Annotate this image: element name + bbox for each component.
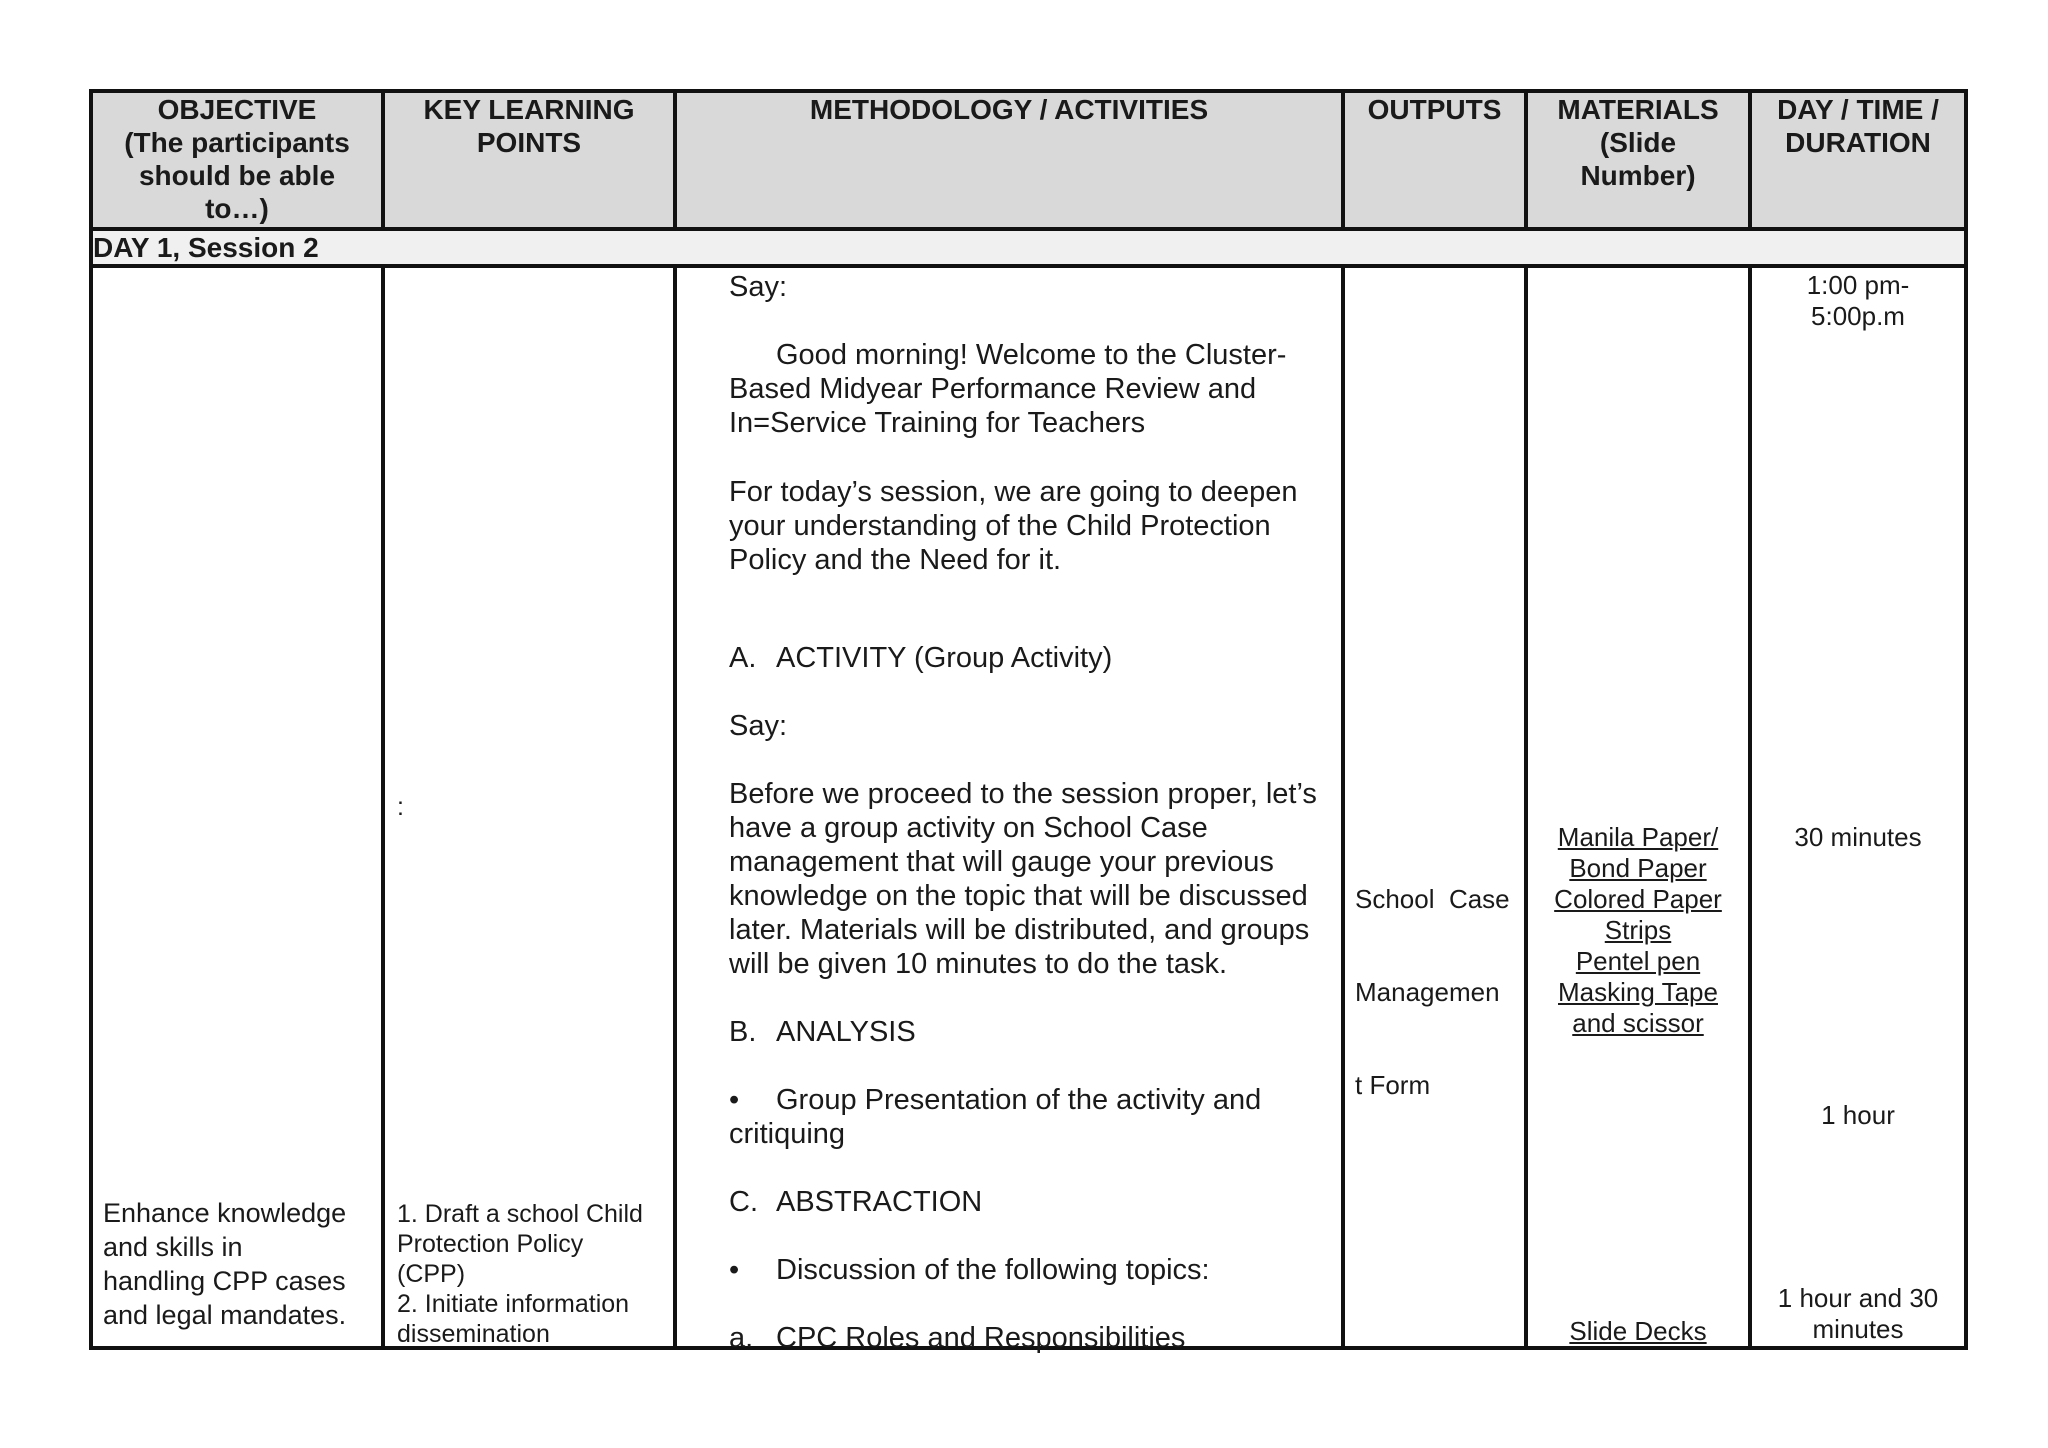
objective-line: handling CPP cases	[103, 1266, 346, 1296]
header-materials-line2: (Slide	[1599, 127, 1677, 158]
activity-label: ACTIVITY (Group Activity)	[776, 642, 1113, 674]
material-item: Bond Paper	[1569, 853, 1707, 883]
analysis-bullet-continuation: critiquing	[729, 1118, 846, 1150]
time-cell	[1750, 266, 1966, 1348]
activity-marker: A.	[729, 642, 757, 674]
header-day-time-line1: DAY / TIME /	[1777, 94, 1939, 125]
key-point-line: 2. Initiate information	[397, 1290, 630, 1318]
outputs-cell	[1343, 266, 1526, 1348]
today-line: your understanding of the Child Protection	[729, 510, 1271, 542]
session-row	[91, 229, 1966, 266]
welcome-line: Good morning! Welcome to the Cluster-	[776, 339, 1287, 371]
session-label: DAY 1, Session 2	[91, 229, 1966, 266]
header-objective-line2: (The participants	[124, 127, 350, 158]
header-materials-line3: Number)	[1580, 160, 1696, 191]
analysis-bullet-text: Group Presentation of the activity and	[776, 1084, 1262, 1116]
activity-heading	[729, 641, 1349, 675]
objective-text	[103, 1196, 383, 1332]
abstraction-heading	[729, 1185, 1349, 1219]
header-objective	[91, 91, 383, 229]
welcome-paragraph	[729, 338, 1349, 440]
today-line: For today’s session, we are going to deepen	[729, 476, 1298, 508]
bullet-icon: •	[729, 1084, 740, 1116]
key-points-text	[397, 1199, 672, 1349]
topic-a-text: CPC Roles and Responsibilities	[776, 1322, 1186, 1354]
analysis-label: ANALYSIS	[776, 1016, 916, 1048]
duration-analysis: 1 hour	[1821, 1100, 1895, 1130]
key-point-line: (CPP)	[397, 1260, 466, 1288]
material-item: Manila Paper/	[1557, 822, 1719, 852]
today-paragraph	[729, 475, 1349, 577]
material-item: Pentel pen	[1575, 946, 1701, 976]
content-row	[91, 266, 1966, 1348]
header-materials	[1526, 91, 1750, 229]
duration-line: 1 hour and 30	[1777, 1283, 1939, 1313]
key-point-line: 1. Draft a school Child	[397, 1200, 643, 1228]
before-line: later. Materials will be distributed, and groups	[729, 914, 1310, 946]
abstraction-label: ABSTRACTION	[776, 1186, 983, 1218]
key-points-cell	[383, 266, 675, 1348]
welcome-line: In=Service Training for Teachers	[729, 407, 1146, 439]
objective-line: and skills in	[103, 1232, 243, 1262]
before-line: knowledge on the topic that will be discussed	[729, 880, 1308, 912]
abstraction-marker: C.	[729, 1186, 758, 1218]
topic-a-marker: a.	[729, 1322, 754, 1354]
today-line: Policy and the Need for it.	[729, 544, 1062, 576]
slide-decks: Slide Decks	[1569, 1316, 1707, 1346]
output-line: Managemen	[1355, 977, 1500, 1007]
materials-list	[1528, 822, 1748, 1039]
before-line: management that will gauge your previous	[729, 846, 1274, 878]
duration-activity: 30 minutes	[1794, 822, 1922, 852]
discussion-bullet	[729, 1253, 1349, 1287]
time-range-line: 5:00p.m	[1811, 301, 1905, 331]
bullet-icon: •	[729, 1254, 740, 1286]
header-methodology: METHODOLOGY / ACTIVITIES	[675, 91, 1343, 229]
topic-a	[729, 1321, 1349, 1355]
objective-line: Enhance knowledge	[103, 1198, 347, 1228]
key-point-line: Protection Policy	[397, 1230, 584, 1258]
analysis-bullet-line	[729, 1083, 1349, 1117]
header-key-learning-points	[383, 91, 675, 229]
header-objective-line1: OBJECTIVE	[157, 94, 317, 125]
header-objective-line3: should be able	[138, 160, 336, 191]
header-outputs: OUTPUTS	[1343, 91, 1526, 229]
output-line: School Case	[1355, 884, 1510, 914]
session-plan-table	[89, 89, 1968, 1354]
objective-cell	[91, 266, 383, 1348]
welcome-line: Based Midyear Performance Review and	[729, 373, 1257, 405]
key-point-line: dissemination	[397, 1320, 550, 1348]
material-item: Colored Paper	[1554, 884, 1722, 914]
header-key-points-line1: KEY LEARNING	[423, 94, 635, 125]
header-day-time-duration	[1750, 91, 1966, 229]
header-key-points-line2: POINTS	[476, 127, 582, 158]
time-range-line: 1:00 pm-	[1806, 270, 1910, 300]
header-objective-line4: to…)	[205, 193, 269, 224]
key-points-marker: :	[397, 793, 404, 821]
header-row	[91, 91, 1966, 229]
material-item: Masking Tape	[1558, 977, 1718, 1007]
objective-line: and legal mandates.	[103, 1300, 347, 1330]
before-line: Before we proceed to the session proper, let’s	[729, 778, 1317, 810]
say-label: Say:	[729, 271, 788, 303]
outputs-text	[1355, 822, 1525, 1163]
before-paragraph	[729, 777, 1349, 981]
material-item: and scissor	[1572, 1008, 1704, 1038]
say-label: Say:	[729, 710, 788, 742]
duration-abstraction	[1752, 1283, 1964, 1345]
analysis-marker: B.	[729, 1016, 757, 1048]
materials-cell	[1526, 266, 1750, 1348]
header-materials-line1: MATERIALS	[1557, 94, 1719, 125]
header-day-time-line2: DURATION	[1785, 127, 1931, 158]
discussion-text: Discussion of the following topics:	[776, 1254, 1210, 1286]
analysis-heading	[729, 1015, 1349, 1049]
output-line: t Form	[1355, 1070, 1431, 1100]
duration-line: minutes	[1812, 1314, 1904, 1344]
before-line: will be given 10 minutes to do the task.	[729, 948, 1228, 980]
before-line: have a group activity on School Case	[729, 812, 1208, 844]
time-range	[1752, 270, 1964, 332]
methodology-cell	[675, 266, 1343, 1354]
analysis-bullet	[729, 1083, 1349, 1151]
material-item: Strips	[1604, 915, 1672, 945]
